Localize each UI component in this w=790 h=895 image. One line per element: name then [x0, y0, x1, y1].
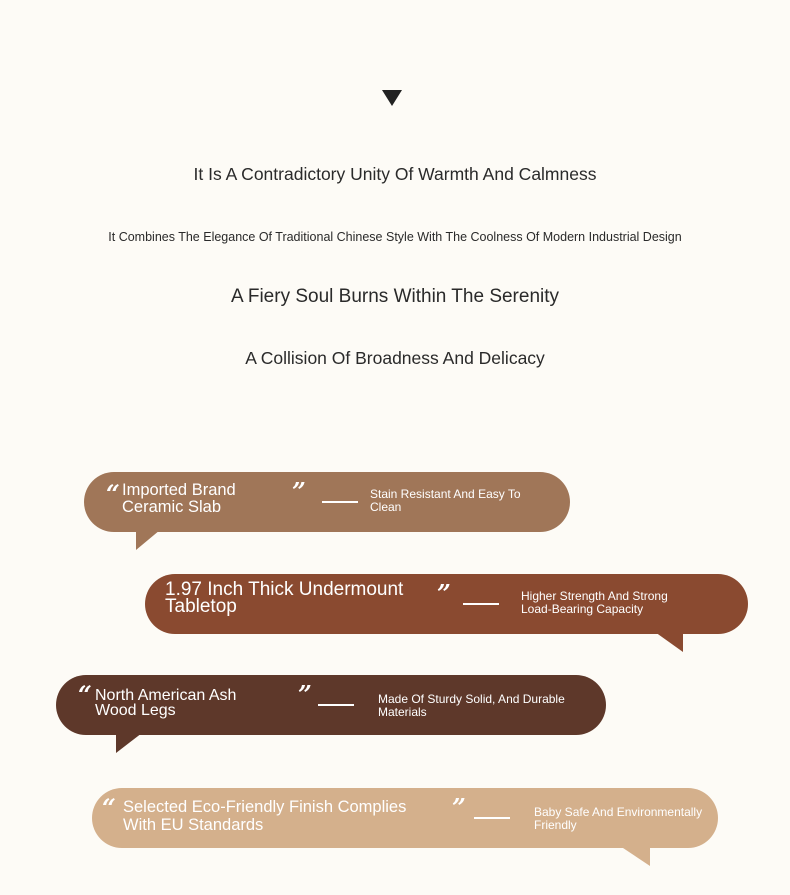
divider-dash [322, 501, 358, 503]
feature-bubble-thick-tabletop [145, 574, 748, 634]
feature-desc-line-1: Stain Resistant And Easy To [370, 487, 521, 501]
feature-title-line-2: Tabletop [165, 596, 237, 617]
close-quote-icon: ” [292, 477, 306, 506]
feature-title-line-1: North American Ash [95, 687, 237, 704]
feature-desc-line-2: Friendly [534, 818, 577, 832]
feature-desc-line-2: Clean [370, 500, 402, 514]
bubble-tail [655, 632, 683, 652]
close-quote-icon: ” [452, 793, 466, 822]
feature-desc-line-1: Baby Safe And Environmentally [534, 805, 703, 819]
divider-dash [474, 817, 510, 819]
close-quote-icon: ” [437, 579, 451, 608]
feature-title [95, 689, 236, 718]
divider-dash [318, 704, 354, 706]
feature-desc-line-1: Made Of Sturdy Solid, And Durable [378, 692, 565, 706]
open-quote-icon: “ [78, 680, 92, 709]
intro-line-2: It Combines The Elegance Of Traditional Chinese Style With The Coolness Of Modern Industrial Design [108, 230, 682, 244]
bubble-tail [116, 733, 142, 753]
divider-dash [463, 603, 499, 605]
close-quote-icon: ” [298, 680, 312, 709]
feature-title-line-1: Imported Brand [122, 481, 236, 499]
feature-description [534, 806, 702, 832]
feature-desc-line-2: Load-Bearing Capacity [521, 602, 644, 616]
intro-line-1: It Is A Contradictory Unity Of Warmth And Calmness [193, 164, 597, 184]
intro-line-4: A Collision Of Broadness And Delicacy [245, 348, 545, 368]
intro-line-3: A Fiery Soul Burns Within The Serenity [230, 286, 560, 307]
feature-title-line-2: Wood Legs [95, 701, 176, 719]
bubble-tail [620, 846, 650, 866]
feature-title [123, 799, 406, 834]
feature-description [378, 693, 565, 719]
feature-title-line-1: Selected Eco-Friendly Finish Complies [123, 798, 407, 816]
feature-title [122, 482, 236, 516]
down-arrow-icon [382, 90, 402, 106]
feature-desc-line-2: Materials [378, 705, 427, 719]
feature-desc-line-1: Higher Strength And Strong [521, 589, 668, 603]
feature-bubble-ceramic-slab [84, 472, 570, 532]
feature-bubble-eco-finish [92, 788, 718, 848]
feature-title-line-2: Ceramic Slab [122, 498, 222, 516]
feature-title-line-2: With EU Standards [123, 815, 264, 834]
feature-bubble-ash-wood-legs [56, 675, 606, 735]
bubble-tail [136, 530, 160, 550]
feature-title-line-1: 1.97 Inch Thick Undermount [165, 579, 404, 600]
feature-description [521, 590, 668, 616]
open-quote-icon: “ [106, 479, 120, 508]
feature-title [165, 581, 403, 615]
feature-description [370, 488, 521, 514]
open-quote-icon: “ [102, 793, 116, 822]
